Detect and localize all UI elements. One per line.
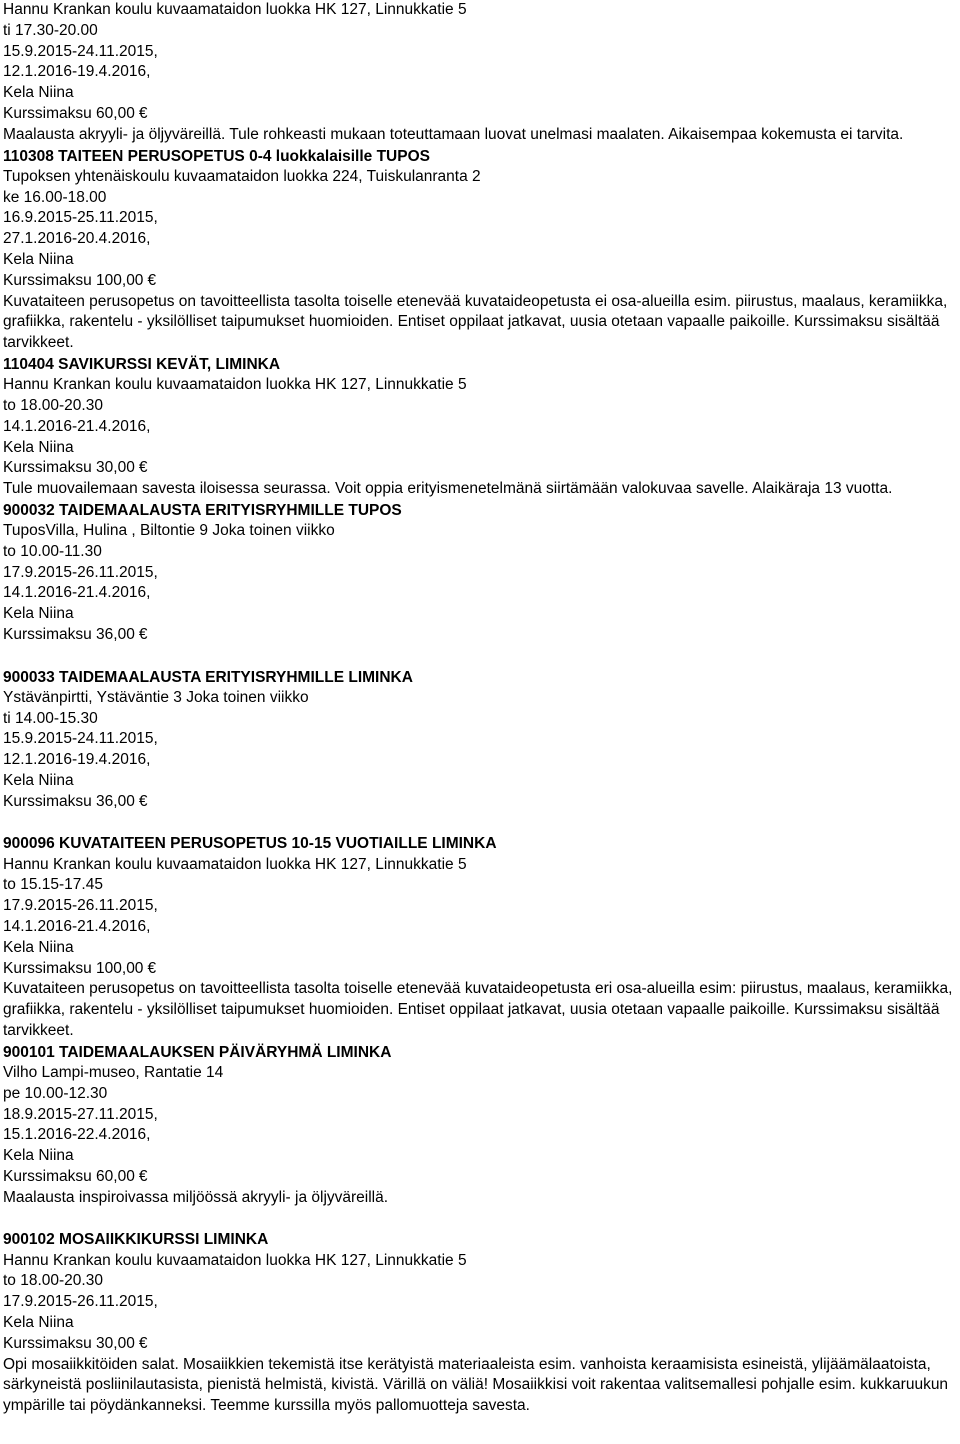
course-teacher: Kela Niina <box>3 772 74 790</box>
course-location: Hannu Krankan koulu kuvaamataidon luokka HK 127, Linnukkatie 5 <box>3 1251 467 1269</box>
course-block <box>3 1042 960 1230</box>
course-description: Kuvataiteen perusopetus on tavoitteellista tasolta toiselle etenevää kuvataideopetusta ei osa-alueilla esim. piirustus, maalaus, keramiikka, grafiikka, rakentelu - yksilölliset taipumukset huomioiden. Entiset oppilaat jatkavat, uusia otetaan vapaalle paikoille. Kurssimaksu sisältää tarvikkeet. <box>3 292 948 352</box>
fee-text: Kurssimaksu 60,00 <box>3 1167 135 1185</box>
course-fee <box>3 625 960 646</box>
course-dates: 16.9.2015-25.11.2015, <box>3 209 158 227</box>
course-teacher: Kela Niina <box>3 938 74 956</box>
course-dates: 15.9.2015-24.11.2015, <box>3 42 158 60</box>
course-fee <box>3 959 960 980</box>
course-description: Maalausta akryyli- ja öljyväreillä. Tule rohkeasti mukaan toteuttamaan luovat unelmasi maalaten. Aikaisempaa kokemusta ei tarvita. <box>3 125 904 143</box>
course-block <box>3 833 960 1041</box>
euro-symbol: € <box>138 792 148 810</box>
fee-text: Kurssimaksu 30,00 <box>3 459 135 477</box>
course-time: ti 14.00-15.30 <box>3 709 98 727</box>
course-description: Maalausta inspiroivassa miljöössä akryyli- ja öljyväreillä. <box>3 1188 389 1206</box>
course-dates: 17.9.2015-26.11.2015, <box>3 563 158 581</box>
euro-symbol: € <box>147 271 157 289</box>
course-dates: 14.1.2016-21.4.2016, <box>3 584 151 602</box>
course-dates: 18.9.2015-27.11.2015, <box>3 1105 158 1123</box>
course-time: to 10.00-11.30 <box>3 542 102 560</box>
course-description: Tule muovailemaan savesta iloisessa seurassa. Voit oppia erityismenetelmänä siirtämään valokuvaa savelle. Alaikäraja 13 vuotta. <box>3 480 893 498</box>
course-dates: 12.1.2016-19.4.2016, <box>3 63 151 81</box>
course-location: Hannu Krankan koulu kuvaamataidon luokka HK 127, Linnukkatie 5 <box>3 376 467 394</box>
course-time: to 18.00-20.30 <box>3 396 103 414</box>
fee-text: Kurssimaksu 30,00 <box>3 1334 135 1352</box>
course-title: 110404 SAVIKURSSI KEVÄT, LIMINKA <box>3 355 281 373</box>
course-title: 900096 KUVATAITEEN PERUSOPETUS 10-15 VUOTIAILLE LIMINKA <box>3 835 497 853</box>
spacer <box>3 1209 960 1230</box>
course-time: ke 16.00-18.00 <box>3 188 107 206</box>
course-title: 900102 MOSAIIKKIKURSSI LIMINKA <box>3 1231 269 1249</box>
course-dates: 14.1.2016-21.4.2016, <box>3 417 151 435</box>
course-block <box>3 1229 960 1417</box>
course-dates: 17.9.2015-26.11.2015, <box>3 1293 158 1311</box>
course-dates: 14.1.2016-21.4.2016, <box>3 918 151 936</box>
fee-text: Kurssimaksu 100,00 <box>3 271 144 289</box>
course-teacher: Kela Niina <box>3 84 74 102</box>
course-location: Vilho Lampi-museo, Rantatie 14 <box>3 1063 224 1081</box>
course-location: Tupoksen yhtenäiskoulu kuvaamataidon luokka 224, Tuiskulanranta 2 <box>3 167 481 185</box>
euro-symbol: € <box>138 459 148 477</box>
course-intro <box>3 0 960 146</box>
course-time: to 18.00-20.30 <box>3 1272 103 1290</box>
euro-symbol: € <box>138 1334 148 1352</box>
fee-text: Kurssimaksu 36,00 <box>3 792 135 810</box>
course-fee <box>3 792 960 813</box>
course-teacher: Kela Niina <box>3 1313 74 1331</box>
course-fee <box>3 1167 960 1188</box>
course-teacher: Kela Niina <box>3 250 74 268</box>
course-dates: 12.1.2016-19.4.2016, <box>3 751 151 769</box>
course-location: Hannu Krankan koulu kuvaamataidon luokka HK 127, Linnukkatie 5 <box>3 1 467 18</box>
course-time: ti 17.30-20.00 <box>3 21 98 39</box>
euro-symbol: € <box>138 1167 148 1185</box>
course-fee <box>3 271 960 292</box>
course-block <box>3 500 960 667</box>
course-title: 900101 TAIDEMAALAUKSEN PÄIVÄRYHMÄ LIMINKA <box>3 1043 392 1061</box>
course-dates: 15.9.2015-24.11.2015, <box>3 730 158 748</box>
course-fee <box>3 458 960 479</box>
course-teacher: Kela Niina <box>3 1147 74 1165</box>
course-block <box>3 354 960 500</box>
course-time: to 15.15-17.45 <box>3 876 103 894</box>
course-teacher: Kela Niina <box>3 605 74 623</box>
course-location: Ystävänpirtti, Ystäväntie 3 Joka toinen viikko <box>3 688 309 706</box>
course-dates: 15.1.2016-22.4.2016, <box>3 1126 151 1144</box>
course-title: 110308 TAITEEN PERUSOPETUS 0-4 luokkalaisille TUPOS <box>3 147 430 165</box>
course-title: 900033 TAIDEMAALAUSTA ERITYISRYHMILLE LIMINKA <box>3 668 413 686</box>
spacer <box>3 646 960 667</box>
course-description: Opi mosaiikkitöiden salat. Mosaiikkien tekemistä itse kerätyistä materiaaleista esim. vanhoista keraamisista esineistä, ylijäämälaatoista, särkyneistä posliinilautasista, pienistä helmistä, kivistä. Värillä on väliä! Mosaiikkisi voit rakentaa valitsemallesi pohjalle esim. kukkaruukun ympärille tai pöydänkanneksi. Teemme kurssilla myös pallomuotteja savesta. <box>3 1355 949 1415</box>
course-dates: 17.9.2015-26.11.2015, <box>3 897 158 915</box>
euro-symbol: € <box>138 104 148 122</box>
course-teacher: Kela Niina <box>3 438 74 456</box>
course-dates: 27.1.2016-20.4.2016, <box>3 230 151 248</box>
course-block <box>3 667 960 834</box>
course-time: pe 10.00-12.30 <box>3 1084 108 1102</box>
fee-text: Kurssimaksu 60,00 <box>3 104 135 122</box>
spacer <box>3 813 960 834</box>
course-location: TuposVilla, Hulina , Biltontie 9 Joka toinen viikko <box>3 522 335 540</box>
course-description: Kuvataiteen perusopetus on tavoitteellista tasolta toiselle etenevää kuvataideopetusta eri osa-alueilla esim: piirustus, maalaus, keramiikka, grafiikka, rakentelu - yksilölliset taipumukset huomioiden. Entiset oppilaat jatkavat, uusia otetaan vapaalle paikoille. Kurssimaksu sisältää tarvikkeet. <box>3 980 953 1039</box>
course-title: 900032 TAIDEMAALAUSTA ERITYISRYHMILLE TUPOS <box>3 501 402 519</box>
course-block <box>3 146 960 354</box>
fee-text: Kurssimaksu 100,00 <box>3 959 144 977</box>
course-fee <box>3 104 960 125</box>
course-location: Hannu Krankan koulu kuvaamataidon luokka HK 127, Linnukkatie 5 <box>3 855 467 873</box>
euro-symbol: € <box>147 959 157 977</box>
fee-text: Kurssimaksu 36,00 <box>3 626 135 644</box>
euro-symbol: € <box>138 626 148 644</box>
course-fee <box>3 1334 960 1355</box>
